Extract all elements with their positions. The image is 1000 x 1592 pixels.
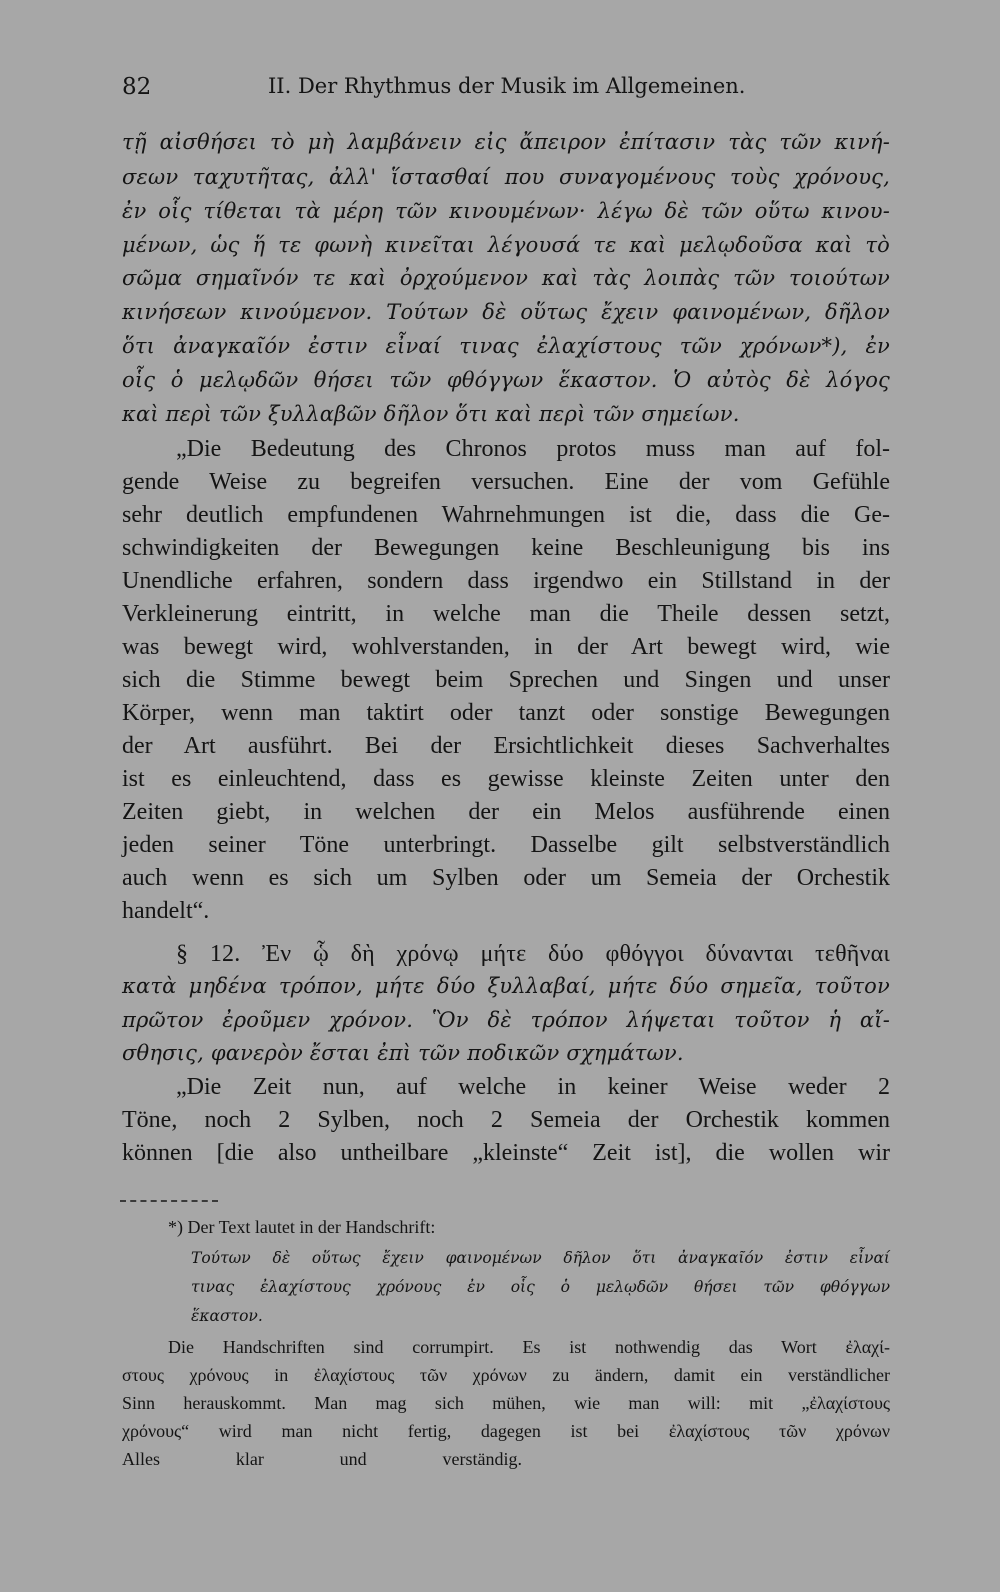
text-line: μένων, ὡς ἥ τε φωνὴ κινεῖται λέγουσά τε καὶ μελῳδοῦσα καὶ τὸ [122, 233, 890, 257]
footnote-line: χρόνους“ wird man nicht fertig, dagegen ist bei ἐλαχίστους τῶν χρόνων [122, 1421, 890, 1441]
text-line: ist es einleuchtend, dass es gewisse kleinste Zeiten unter den [122, 766, 890, 792]
page-number: 82 [122, 74, 152, 100]
text-line: ὅτι ἀναγκαῖόν ἐστιν εἶναί τινας ἐλαχίστους τῶν χρόνων*), ἐν [122, 334, 890, 358]
running-title: II. Der Rhythmus der Musik im Allgemeinen. [268, 74, 746, 98]
text-line: Körper, wenn man taktirt oder tanzt oder sonstige Bewegungen [122, 700, 890, 726]
text-line: κινήσεων κινούμενον. Τούτων δὲ οὕτως ἔχειν φαινομένων, δῆλον [122, 300, 890, 324]
text-line: „Die Bedeutung des Chronos protos muss man auf fol- [176, 436, 890, 462]
text-line: σθησις, φανερὸν ἔσται ἐπὶ τῶν ποδικῶν σχημάτων. [122, 1041, 684, 1065]
text-line: τῇ αἰσθήσει τὸ μὴ λαμβάνειν εἰς ἄπειρον ἐπίτασιν τὰς τῶν κινή- [122, 130, 890, 154]
text-line: schwindigkeiten der Bewegungen keine Beschleunigung bis ins [122, 535, 890, 561]
text-line: Verkleinerung eintritt, in welche man die Theile dessen setzt, [122, 601, 890, 627]
footnote-line: Sinn herauskommt. Man mag sich mühen, wie man will: mit „ἐλαχίστους [122, 1393, 890, 1413]
text-line: Unendliche erfahren, sondern dass irgendwo ein Stillstand in der [122, 568, 890, 594]
text-line: sehr deutlich empfundenen Wahrnehmungen ist die, dass die Ge- [122, 502, 890, 528]
text-line: „Die Zeit nun, auf welche in keiner Weise weder 2 [176, 1074, 890, 1100]
footnote-line: τινας ἐλαχίστους χρόνους ἐν οἷς ὁ μελῳδῶν θήσει τῶν φθόγγων [191, 1278, 890, 1296]
text-line: οἷς ὁ μελῳδῶν θήσει τῶν φθόγγων ἕκαστον. Ὁ αὐτὸς δὲ λόγος [122, 368, 890, 392]
page-header [122, 74, 762, 104]
footnote-line: ἕκαστον. [191, 1307, 263, 1325]
text-line: ἐν οἷς τίθεται τὰ μέρη τῶν κινουμένων· λέγω δὲ τῶν οὕτω κινου- [122, 199, 890, 223]
text-line: was bewegt wird, wohlverstanden, in der Art bewegt wird, wie [122, 634, 890, 660]
text-line: der Art ausführt. Bei der Ersichtlichkeit dieses Sachverhaltes [122, 733, 890, 759]
footnote-line: Alles klar und verständig. [122, 1449, 522, 1469]
footnote-line: *) Der Text lautet in der Handschrift: [168, 1217, 436, 1237]
section-text: § 12. Ἐν ᾧ δὴ χρόνῳ μήτε δύο φθόγγοι δύνανται τεθῆναι [176, 941, 890, 967]
footnote-line: Die Handschriften sind corrumpirt. Es ist nothwendig das Wort ἐλαχί- [168, 1337, 890, 1357]
text-line: auch wenn es sich um Sylben oder um Semeia der Orchestik [122, 865, 890, 891]
text-line: κατὰ μηδένα τρόπον, μήτε δύο ξυλλαβαί, μήτε δύο σημεῖα, τοῦτον [122, 974, 890, 998]
text-line: πρῶτον ἐροῦμεν χρόνον. Ὃν δὲ τρόπον λήψεται τοῦτον ἡ αἴ- [122, 1008, 890, 1032]
footnote-rule [120, 1200, 218, 1202]
text-line: σῶμα σημαῖνόν τε καὶ ὀρχούμενον καὶ τὰς λοιπὰς τῶν τοιούτων [122, 266, 890, 290]
text-line: gende Weise zu begreifen versuchen. Eine der vom Gefühle [122, 469, 890, 495]
text-line: jeden seiner Töne unterbringt. Dasselbe gilt selbstverständlich [122, 832, 890, 858]
footnote-line: Τούτων δὲ οὕτως ἔχειν φαινομένων δῆλον ὅτι ἀναγκαῖόν ἐστιν εἶναί [191, 1249, 890, 1267]
text-line: Töne, noch 2 Sylben, noch 2 Semeia der Orchestik kommen [122, 1107, 890, 1133]
text-line: καὶ περὶ τῶν ξυλλαβῶν δῆλον ὅτι καὶ περὶ τῶν σημείων. [122, 402, 740, 426]
text-line: können [die also untheilbare „kleinste“ Zeit ist], die wollen wir [122, 1140, 890, 1166]
text-line: sich die Stimme bewegt beim Sprechen und Singen und unser [122, 667, 890, 693]
footnote-line: στους χρόνους in ἐλαχίστους τῶν χρόνων zu ändern, damit ein verständlicher [122, 1365, 890, 1385]
text-line: σεων ταχυτῆτας, ἀλλ' ἵστασθαί που συναγομένους τοὺς χρόνους, [122, 165, 890, 189]
text-line: handelt“. [122, 898, 210, 924]
section-line [176, 942, 890, 966]
text-line: Zeiten giebt, in welchen der ein Melos ausführende einen [122, 799, 890, 825]
